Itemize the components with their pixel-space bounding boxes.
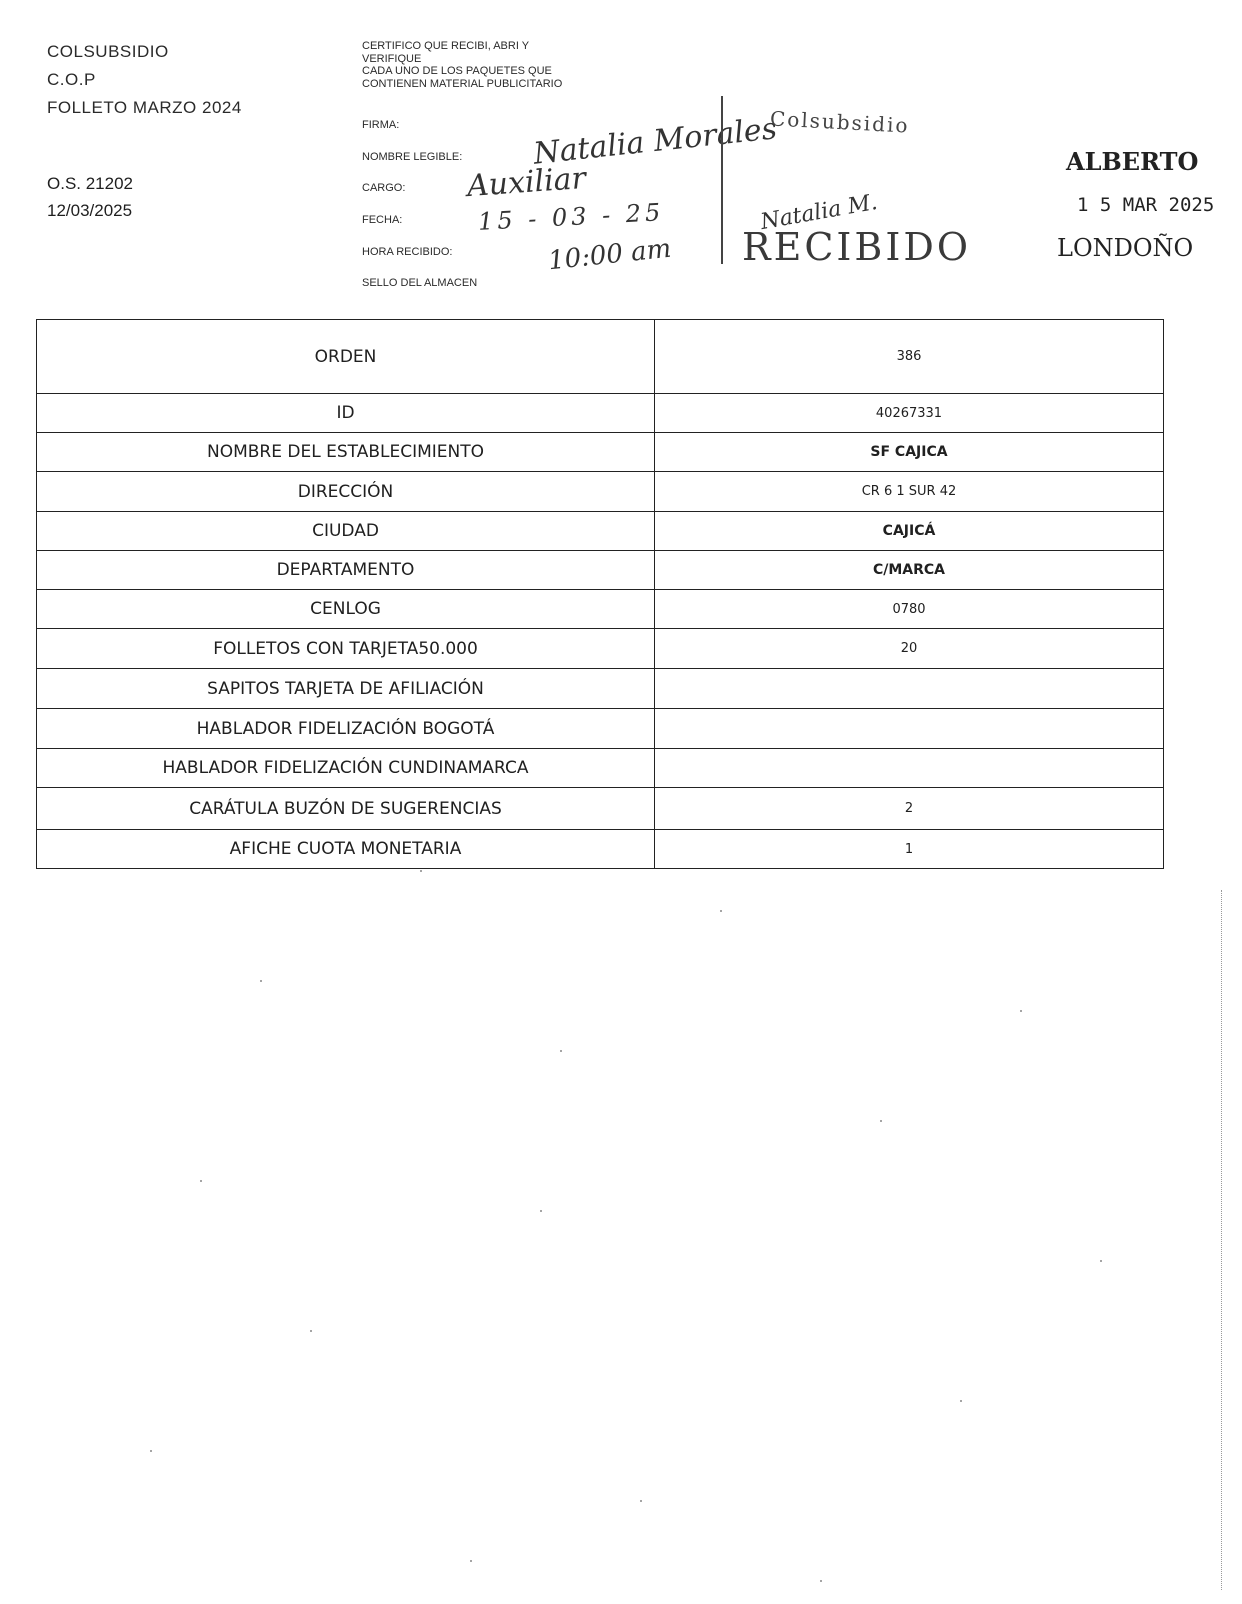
stamp-date: 1 5 MAR 2025: [1077, 194, 1215, 216]
row-label: NOMBRE DEL ESTABLECIMIENTO: [37, 433, 655, 472]
stamp-recibido: RECIBIDO: [742, 225, 971, 269]
certificate-line: CONTIENEN MATERIAL PUBLICITARIO: [362, 77, 563, 90]
scan-speck: [420, 870, 422, 872]
certificate-text: [362, 40, 562, 90]
table-row: [37, 629, 1164, 669]
row-value: 2: [655, 788, 1164, 830]
scan-speck: [1020, 1010, 1022, 1012]
row-label: DIRECCIÓN: [37, 472, 655, 512]
cop-label: C.O.P: [47, 70, 96, 89]
company-name: COLSUBSIDIO: [47, 42, 169, 61]
table-row: [37, 709, 1164, 749]
row-value: 386: [655, 320, 1164, 394]
scan-speck: [960, 1400, 962, 1402]
hora-label: HORA RECIBIDO:: [362, 246, 453, 258]
table-row: [37, 472, 1164, 512]
sello-label: SELLO DEL ALMACEN: [362, 277, 478, 289]
row-label: DEPARTAMENTO: [37, 551, 655, 590]
certificate-line: VERIFIQUE: [362, 52, 422, 65]
row-value: [655, 709, 1164, 749]
scan-speck: [820, 1580, 822, 1582]
row-value: 1: [655, 830, 1164, 869]
cargo-label: CARGO:: [362, 182, 406, 194]
table-row: [37, 830, 1164, 869]
row-value: CR 6 1 SUR 42: [655, 472, 1164, 512]
scan-speck: [200, 1180, 202, 1182]
row-value: [655, 669, 1164, 709]
scan-speck: [560, 1050, 562, 1052]
row-value: 0780: [655, 590, 1164, 629]
scan-speck: [540, 1210, 542, 1212]
stamp-brand: Colsubsidio: [769, 106, 911, 138]
company-header: [47, 38, 242, 122]
stamp-name-bottom: LONDOÑO: [1057, 234, 1194, 262]
handwritten-name: Natalia Morales: [531, 111, 779, 172]
handwritten-fecha: 15 - 03 - 25: [477, 198, 665, 236]
certificate-line: CERTIFICO QUE RECIBI, ABRI Y: [362, 40, 530, 52]
folleto-label: FOLLETO MARZO 2024: [47, 98, 242, 117]
row-value: [655, 749, 1164, 788]
scan-speck: [1100, 1260, 1102, 1262]
certificate-line: CADA UNO DE LOS PAQUETES QUE: [362, 65, 552, 77]
scan-speck: [720, 910, 722, 912]
row-label: ID: [37, 394, 655, 433]
table-row: [37, 788, 1164, 830]
stamp-name-top: ALBERTO: [1066, 147, 1199, 176]
scan-edge: [1220, 890, 1222, 1590]
table-row: [37, 669, 1164, 709]
scan-speck: [310, 1330, 312, 1332]
fecha-label: FECHA:: [362, 214, 403, 226]
delivery-table: [36, 319, 1164, 869]
row-label: CENLOG: [37, 590, 655, 629]
row-label: CIUDAD: [37, 512, 655, 551]
scan-speck: [880, 1120, 882, 1122]
row-label: AFICHE CUOTA MONETARIA: [37, 830, 655, 869]
table-row: [37, 320, 1164, 394]
table-row: [37, 512, 1164, 551]
table-row: [37, 551, 1164, 590]
handwritten-hora: 10:00 am: [546, 233, 673, 277]
scan-speck: [640, 1500, 642, 1502]
table-row: [37, 433, 1164, 472]
row-value: CAJICÁ: [655, 512, 1164, 551]
row-label: ORDEN: [37, 320, 655, 394]
row-label: FOLLETOS CON TARJETA50.000: [37, 629, 655, 669]
service-order: [47, 170, 133, 224]
row-label: HABLADOR FIDELIZACIÓN BOGOTÁ: [37, 709, 655, 749]
scan-speck: [260, 980, 262, 982]
row-label: HABLADOR FIDELIZACIÓN CUNDINAMARCA: [37, 749, 655, 788]
row-value: C/MARCA: [655, 551, 1164, 590]
row-label: SAPITOS TARJETA DE AFILIACIÓN: [37, 669, 655, 709]
handwritten-cargo: Auxiliar: [465, 160, 587, 205]
firma-label: FIRMA:: [362, 119, 400, 131]
nombre-label: NOMBRE LEGIBLE:: [362, 151, 463, 163]
service-order-number: O.S. 21202: [47, 174, 134, 193]
table-row: [37, 394, 1164, 433]
scan-speck: [150, 1450, 152, 1452]
table-row: [37, 590, 1164, 629]
service-order-date: 12/03/2025: [47, 201, 133, 220]
stamp-handwritten-name: Natalia M.: [758, 189, 880, 236]
scan-speck: [470, 1560, 472, 1562]
table-row: [37, 749, 1164, 788]
row-label: CARÁTULA BUZÓN DE SUGERENCIAS: [37, 788, 655, 830]
row-value: SF CAJICA: [655, 433, 1164, 472]
row-value: 20: [655, 629, 1164, 669]
row-value: 40267331: [655, 394, 1164, 433]
